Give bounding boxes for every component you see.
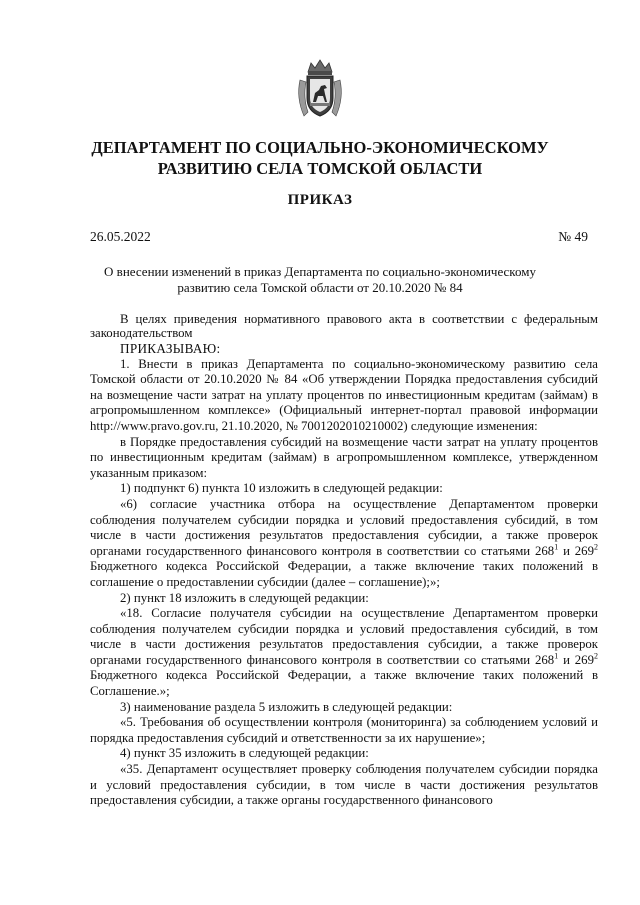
body-paragraph: 3) наименование раздела 5 изложить в следующей редакции: [120, 699, 453, 714]
body-paragraph: 1) подпункт 6) пункта 10 изложить в следующей редакции: [120, 481, 443, 496]
doc-type-title: ПРИКАЗ [287, 192, 353, 208]
body-paragraph: 1. Внести в приказ Департамента по социально-экономическому развитию села Томской области от 20.10.2020 № 84 «Об утверждении Порядка предоставления субсидий на возмещение части затрат на уплату процентов по инвестиционным кредитам (займам) в агропромышленном комплексе» (Официальный интернет-портал правовой информации http://www.pravo.gov.ru, 21.10.2020, № 7001202010210002) следующие изменения: [90, 356, 598, 433]
order-body [90, 313, 598, 809]
department-line-1: ДЕПАРТАМЕНТ ПО СОЦИАЛЬНО-ЭКОНОМИЧЕСКОМУ [91, 138, 549, 157]
preamble-paragraph: В целях приведения нормативного правового акта в соответствии с федеральным законодательством [90, 312, 598, 340]
subject-line-1: О внесении изменений в приказ Департамента по социально-экономическому [104, 264, 536, 279]
body-paragraph: 4) пункт 35 изложить в следующей редакции: [120, 746, 369, 761]
order-date: 26.05.2022 [90, 229, 151, 244]
body-paragraph: 2) пункт 18 изложить в следующей редакции: [120, 590, 369, 605]
body-paragraph: «6) согласие участника отбора на осуществление Департаментом проверки соблюдения получателем субсидии порядка и условий предоставления субсидий, в том числе в части достижения результатов предоставления субсидии, а также проверок органами государственного финансового контроля в соответствии со статьями $268^1$ и $269^2$ Бюджетного кодекса Российской Федерации, а также включение таких положений в соглашение о предоставлении субсидии (далее – соглашение);»; [90, 496, 598, 589]
subject-line-2: развитию села Томской области от 20.10.2020 № 84 [177, 280, 463, 295]
tomsk-coat-of-arms-icon [294, 58, 346, 122]
department-line-2: РАЗВИТИЮ СЕЛА ТОМСКОЙ ОБЛАСТИ [157, 159, 483, 178]
body-paragraph: «35. Департамент осуществляет проверку соблюдения получателем субсидии порядка и условий предоставления субсидии, в том числе в части достижения результатов предоставления субсидии, а также органы государственного финансового [90, 762, 598, 808]
body-paragraph: «18. Согласие получателя субсидии на осуществление Департаментом проверки соблюдения получателем субсидии порядка и условий предоставления субсидий, в том числе в части достижения результатов предоставления субсидии, а также проверок органами государственного финансового контроля в соответствии со статьями $268^1$ и $269^2$ Бюджетного кодекса Российской Федерации, а также включение таких положений в Соглашение.»; [90, 606, 598, 699]
order-subject [100, 264, 540, 296]
order-keyword: ПРИКАЗЫВАЮ: [120, 341, 221, 356]
body-paragraph: «5. Требования об осуществлении контроля (мониторинга) за соблюдением условий и порядка предоставления субсидий и ответственности за их нарушение»; [90, 715, 598, 745]
body-paragraph: в Порядке предоставления субсидий на возмещение части затрат на уплату процентов по инвестиционным кредитам (займам) в агропромышленном комплексе, утвержденном указанным приказом: [90, 434, 598, 480]
order-number: № 49 [558, 229, 588, 244]
department-name [60, 137, 580, 179]
